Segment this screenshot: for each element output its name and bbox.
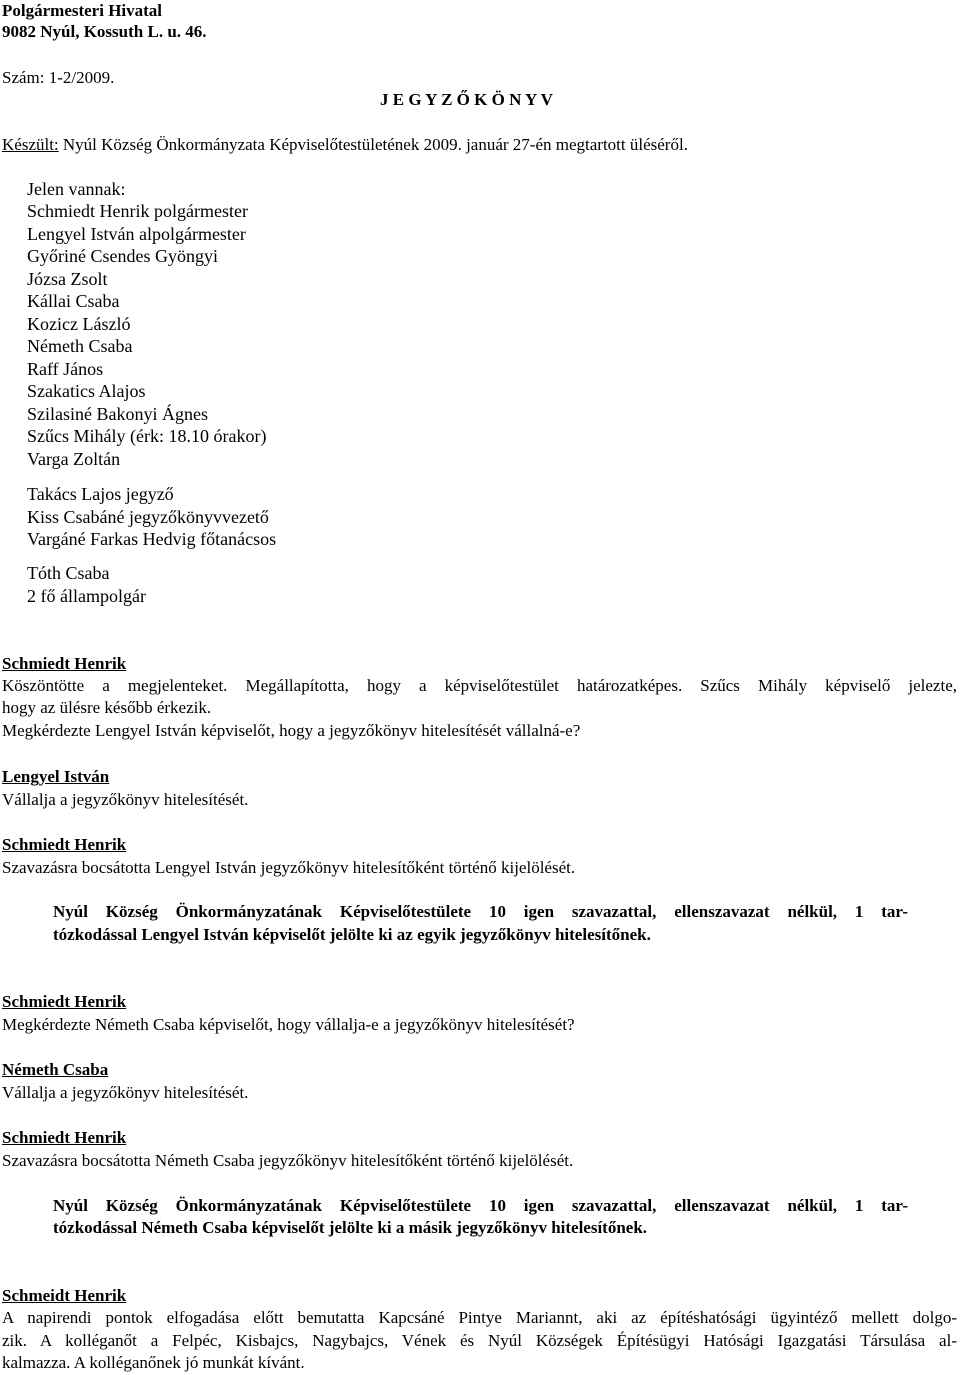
speaker-name: Schmiedt Henrik [2, 1128, 127, 1147]
office-address: 9082 Nyúl, Kossuth L. u. 46. [2, 22, 207, 41]
speech-line: Megkérdezte Lengyel István képviselőt, hogy a jegyzőkönyv hitelesítését vállalná-e? [2, 721, 581, 740]
member-item: Raff János [27, 358, 104, 379]
attendance-heading: Jelen vannak: [27, 179, 126, 199]
document-title: J E G Y Z Ő K Ö N Y V [380, 90, 553, 109]
speech-line: Vállalja a jegyzőkönyv hitelesítését. [2, 790, 249, 809]
member-item: Szűcs Mihály (érk: 18.10 órakor) [27, 426, 267, 446]
member-item: Józsa Zsolt [27, 268, 108, 289]
member-item: Kállai Csaba [27, 291, 120, 311]
resolution-line: tózkodással Lengyel István képviselőt jelölte ki az egyik jegyzőkönyv hitelesítőnek. [53, 925, 651, 944]
member-item: Szilasiné Bakonyi Ágnes [27, 403, 208, 424]
member-item: Schmiedt Henrik polgármester [27, 201, 248, 221]
speaker-name: Németh Csaba [2, 1060, 109, 1079]
document-number: Szám: 1-2/2009. [2, 68, 115, 87]
speaker-name: Schmiedt Henrik [2, 654, 127, 673]
staff-item: Kiss Csabáné jegyzőkönyvvezető [27, 506, 269, 527]
speaker-name: Schmiedt Henrik [2, 992, 127, 1011]
made-text: Nyúl Község Önkormányzata Képviselőtestületének 2009. január 27-én megtartott üléséről. [58, 135, 688, 154]
resolution-line: tózkodással Németh Csaba képviselőt jelölte ki a másik jegyzőkönyv hitelesítőnek. [53, 1218, 648, 1237]
member-item: Németh Csaba [27, 336, 133, 356]
member-item: Kozicz László [27, 313, 131, 334]
speech-line: A napirendi pontok elfogadása előtt bemutatta Kapcsáné Pintye Mariannt, aki az építéshatósági ügyintéző mellett dolgo- [2, 1308, 957, 1327]
resolution-line: Nyúl Község Önkormányzatának Képviselőtestülete 10 igen szavazattal, ellenszavazat nélkül, 1 tar- [53, 1196, 908, 1215]
speech-line: Köszöntötte a megjelenteket. Megállapította, hogy a képviselőtestület határozatképes. Szűcs Mihály képviselő jelezte, [2, 676, 957, 695]
speech-line: Szavazásra bocsátotta Lengyel István jegyzőkönyv hitelesítőként történő kijelölését. [2, 858, 576, 877]
speech-line: zik. A kolléganőt a Felpéc, Kisbajcs, Nagybajcs, Vének és Nyúl Községek Építésügyi Hatósági Igazgatási Társulása al- [2, 1331, 957, 1350]
member-item: Győriné Csendes Gyöngyi [27, 246, 218, 266]
member-item: Lengyel István alpolgármester [27, 223, 246, 244]
office-name: Polgármesteri Hivatal [2, 1, 163, 20]
speech-line: Megkérdezte Németh Csaba képviselőt, hogy vállalja-e a jegyzőkönyv hitelesítését? [2, 1015, 575, 1034]
speech-line: kalmazza. A kolléganőnek jó munkát kívánt. [2, 1353, 305, 1372]
speaker-name: Schmiedt Henrik [2, 835, 127, 854]
made-line [2, 134, 688, 155]
other-attendee: Tóth Csaba [27, 563, 110, 583]
staff-item: Vargáné Farkas Hedvig főtanácsos [27, 529, 277, 549]
speech-line: hogy az ülésre később érkezik. [2, 698, 212, 717]
staff-item: Takács Lajos jegyző [27, 484, 174, 504]
speaker-name: Lengyel István [2, 767, 110, 786]
member-item: Szakatics Alajos [27, 381, 146, 401]
resolution-line: Nyúl Község Önkormányzatának Képviselőtestülete 10 igen szavazattal, ellenszavazat nélkül, 1 tar- [53, 902, 908, 921]
member-item: Varga Zoltán [27, 448, 121, 469]
speaker-name: Schmeidt Henrik [2, 1286, 127, 1305]
speech-line: Vállalja a jegyzőkönyv hitelesítését. [2, 1083, 249, 1102]
other-attendee: 2 fő állampolgár [27, 585, 146, 606]
speech-line: Szavazásra bocsátotta Németh Csaba jegyzőkönyv hitelesítőként történő kijelölését. [2, 1151, 574, 1170]
made-label: Készült: [2, 135, 59, 154]
